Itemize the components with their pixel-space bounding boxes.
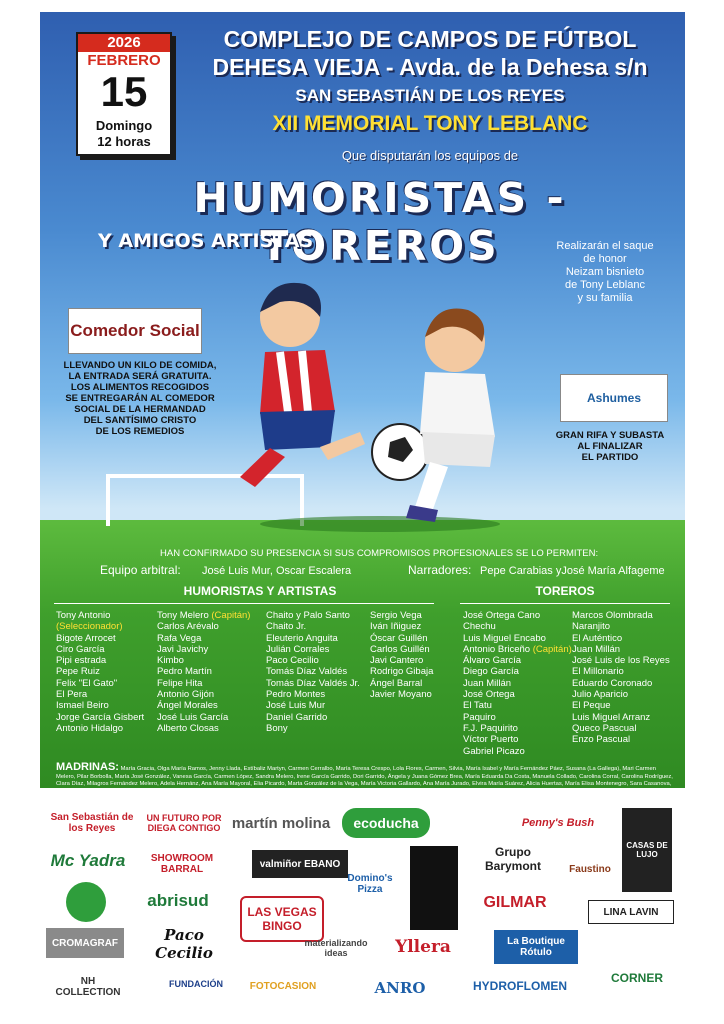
note-line: LOS ALIMENTOS RECOGIDOS bbox=[70, 382, 210, 393]
kickoff-line: Realizarán el saque bbox=[556, 240, 654, 252]
sponsor-lina-logo: LINA LAVIN bbox=[588, 900, 674, 924]
list-item: Queco Pascual bbox=[572, 722, 637, 734]
sponsor-valminor-logo: valmiñor EBANO bbox=[252, 850, 348, 878]
list-item: Antonio Hidalgo bbox=[56, 722, 124, 734]
venue-line-1: COMPLEJO DE CAMPOS DE FÚTBOL bbox=[223, 26, 637, 52]
list-item: Kimbo bbox=[157, 655, 184, 667]
list-item: Pedro Martín bbox=[157, 666, 212, 678]
humoristas-column-4 bbox=[370, 610, 433, 700]
raffle-note bbox=[550, 430, 670, 463]
sponsor-faustino-logo: Faustino bbox=[569, 863, 611, 875]
sponsor-futuro-logo: UN FUTURO POR DIEGA CONTIGO bbox=[146, 813, 222, 833]
list-item: Bony bbox=[266, 722, 288, 734]
narrators-names: Pepe Carabias yJosé María Alfageme bbox=[480, 565, 665, 577]
madrinas-label: MADRINAS: bbox=[56, 761, 119, 773]
sponsor-corner-logo: CORNER bbox=[610, 971, 663, 985]
sponsor-yllera-logo: Yllera bbox=[395, 937, 451, 957]
list-item: F.J. Paquirito bbox=[463, 722, 518, 734]
list-item: Ciro García bbox=[56, 643, 105, 655]
football-players-illustration bbox=[210, 262, 530, 532]
list-item: Luis Miguel Arranz bbox=[572, 711, 651, 723]
confirm-note: HAN CONFIRMADO SU PRESENCIA SI SUS COMPROMISOS PROFESIONALES SE LO PERMITEN: bbox=[160, 548, 599, 559]
list-item: Carlos Guillén bbox=[370, 643, 430, 655]
sponsor-materializando-logo: materializando ideas bbox=[304, 938, 368, 958]
list-item: Eduardo Coronado bbox=[572, 677, 653, 689]
list-item: (Seleccionador) bbox=[56, 621, 123, 633]
list-item: José Ortega bbox=[463, 689, 515, 701]
sponsor-dark-logo bbox=[410, 846, 458, 930]
list-item: El Peque bbox=[572, 700, 611, 712]
list-item: Pedro Montes bbox=[266, 689, 326, 701]
list-item: Ángel Barral bbox=[370, 677, 423, 689]
note-line: DE LOS REMEDIOS bbox=[95, 426, 185, 437]
note-line: EL PARTIDO bbox=[581, 452, 639, 463]
list-item: El Auténtico bbox=[572, 632, 623, 644]
captain-tag: (Capitán) bbox=[532, 643, 572, 655]
note-line: LA ENTRADA SERÁ GRATUITA. bbox=[68, 371, 212, 382]
list-item: El Millonario bbox=[572, 666, 624, 678]
list-item: Ismael Beiro bbox=[56, 700, 109, 712]
list-item: Juan Millán bbox=[572, 643, 621, 655]
sponsor-cromagraf-logo: CROMAGRAF bbox=[46, 928, 124, 958]
event-name: XII MEMORIAL TONY LEBLANC bbox=[272, 112, 588, 135]
list-item bbox=[157, 610, 250, 621]
sponsor-ss-logo: San Sebastián de los Reyes bbox=[50, 812, 134, 834]
list-item: José Ortega Cano bbox=[463, 610, 541, 621]
sponsor-green-logo bbox=[66, 882, 106, 922]
sponsor-dominos-logo: Domino's Pizza bbox=[347, 873, 393, 895]
kickoff-line: de honor bbox=[583, 253, 627, 265]
list-item: Felipe Hita bbox=[157, 677, 203, 689]
sponsor-hydro-logo: HYDROFLOMEN bbox=[473, 979, 567, 993]
kickoff-line: de Tony Leblanc bbox=[565, 279, 645, 291]
humoristas-column-2 bbox=[157, 610, 250, 734]
list-item: Jorge García Gisbert bbox=[56, 711, 145, 723]
list-item: Gabriel Picazo bbox=[463, 745, 525, 757]
comedor-social-logo: Comedor Social bbox=[68, 308, 202, 354]
humoristas-column-1 bbox=[56, 610, 144, 734]
sponsor-fundacion-logo: FUNDACIÓN bbox=[169, 979, 223, 989]
list-item: Luis Miguel Encabo bbox=[463, 632, 546, 644]
list-item: Iván Iñiguez bbox=[370, 621, 422, 633]
player-right-shirt bbox=[420, 372, 495, 437]
note-line: SE ENTREGARÁN AL COMEDOR bbox=[65, 393, 215, 404]
list-item: El Pera bbox=[56, 689, 88, 701]
note-line: AL FINALIZAR bbox=[577, 441, 643, 452]
list-item: Ángel Morales bbox=[157, 700, 218, 712]
sponsor-barymont-logo: Grupo Barymont bbox=[484, 845, 541, 873]
divider bbox=[460, 603, 670, 604]
sponsor-paco-logo: Paco Cecilio bbox=[155, 926, 213, 962]
list-item: Enzo Pascual bbox=[572, 734, 631, 746]
humoristas-heading: HUMORISTAS Y ARTISTAS bbox=[183, 584, 337, 598]
sponsor-rotulo-logo: La Boutique Rótulo bbox=[494, 930, 578, 964]
list-item: Julián Corrales bbox=[266, 643, 330, 655]
list-item: Paquiro bbox=[463, 711, 496, 723]
list-item: Paco Cecilio bbox=[266, 655, 319, 667]
list-item: Alberto Closas bbox=[157, 722, 219, 734]
captain-tag: (Capitán) bbox=[211, 610, 251, 621]
kickoff-note bbox=[540, 240, 670, 305]
divider bbox=[54, 603, 434, 604]
madrinas-block bbox=[56, 761, 676, 796]
list-item: Álvaro García bbox=[463, 655, 522, 667]
player-left-shorts bbox=[260, 410, 335, 450]
note-line: LLEVANDO UN KILO DE COMIDA, bbox=[63, 360, 217, 371]
kickoff-line: Neizam bisnieto bbox=[565, 266, 645, 278]
date-hour: 12 horas bbox=[97, 134, 151, 149]
list-item-name: Tony Melero bbox=[157, 610, 209, 621]
list-item: Sergio Vega bbox=[370, 610, 422, 621]
date-year: 2026 bbox=[78, 34, 170, 52]
date-month: FEBRERO bbox=[87, 52, 161, 69]
list-item: José Luis García bbox=[157, 711, 229, 723]
list-item: Carlos Arévalo bbox=[157, 621, 219, 633]
humoristas-column-3 bbox=[266, 610, 360, 734]
sponsor-barral-logo: SHOWROOM BARRAL bbox=[150, 853, 214, 875]
event-poster bbox=[40, 12, 685, 795]
list-item: Juan Millán bbox=[463, 677, 512, 689]
player-left-leg bbox=[240, 448, 285, 487]
list-item: Eleuterio Anguita bbox=[266, 632, 338, 644]
list-item bbox=[463, 644, 572, 655]
toreros-column-2 bbox=[572, 610, 670, 746]
list-item: Diego García bbox=[463, 666, 519, 678]
list-item: Óscar Guillén bbox=[370, 632, 428, 644]
food-entry-note bbox=[60, 360, 220, 437]
list-item: José Luis Mur bbox=[266, 700, 326, 712]
date-day: 15 bbox=[100, 68, 148, 115]
teams-subtitle: Y AMIGOS ARTISTAS bbox=[98, 230, 314, 252]
venue-city: SAN SEBASTIÁN DE LOS REYES bbox=[295, 86, 565, 105]
list-item: Pepe Ruiz bbox=[56, 666, 100, 678]
list-item: Antonio Gijón bbox=[157, 689, 215, 701]
list-item: Tomás Díaz Valdés Jr. bbox=[266, 677, 360, 689]
kickoff-line: y su familia bbox=[577, 292, 633, 304]
date-calendar bbox=[76, 32, 172, 156]
teams-title: HUMORISTAS - TOREROS bbox=[193, 174, 567, 270]
list-item: Pipi estrada bbox=[56, 655, 107, 667]
player-right-shorts bbox=[422, 432, 495, 467]
list-item: El Tatu bbox=[463, 700, 492, 712]
sponsor-mcyadra-logo: Mc Yadra bbox=[50, 851, 126, 870]
sponsor-logos bbox=[40, 800, 685, 1022]
list-item: Felix "El Gato" bbox=[56, 677, 118, 689]
sponsor-abrisud-logo: abrisud bbox=[147, 891, 209, 910]
list-item: Chechu bbox=[463, 621, 496, 633]
referee-label: Equipo arbitral: bbox=[100, 563, 181, 577]
sponsor-nh-logo: NH COLLECTION bbox=[55, 976, 121, 998]
list-item: Bigote Arrocet bbox=[56, 632, 116, 644]
note-line: SOCIAL DE LA HERMANDAD bbox=[74, 404, 206, 415]
list-item: Tomás Díaz Valdés bbox=[266, 666, 348, 678]
list-item: Javier Moyano bbox=[370, 689, 432, 701]
sponsor-ecoducha-logo: ecoducha bbox=[342, 808, 430, 838]
toreros-column-1 bbox=[463, 610, 572, 757]
list-item: Rodrigo Gibaja bbox=[370, 666, 434, 678]
sponsor-martin-logo: martín molina bbox=[231, 814, 331, 832]
list-item: Tony Antonio bbox=[56, 610, 111, 621]
sponsor-fotocasion-logo: FOTOCASION bbox=[249, 980, 317, 992]
sponsor-lasvegas-logo: LAS VEGAS BINGO bbox=[240, 896, 324, 942]
sponsor-casas-logo: CASAS DE LUJO bbox=[622, 808, 672, 892]
note-line: GRAN RIFA Y SUBASTA bbox=[555, 430, 665, 441]
sponsor-gilmar-logo: GILMAR bbox=[483, 894, 547, 911]
list-item: Chaito y Palo Santo bbox=[266, 610, 350, 621]
venue-line-2: DEHESA VIEJA - Avda. de la Dehesa s/n bbox=[212, 54, 648, 80]
list-item: Rafa Vega bbox=[157, 632, 202, 644]
list-item: Julio Aparicio bbox=[572, 689, 628, 701]
list-item: Daniel Garrido bbox=[266, 711, 328, 723]
list-item: José Luis de los Reyes bbox=[572, 655, 670, 667]
list-item-name: Antonio Briceño bbox=[463, 643, 531, 655]
list-item: Javi Javichy bbox=[157, 643, 209, 655]
note-line: DEL SANTÍSIMO CRISTO bbox=[83, 415, 197, 426]
list-item: Víctor Puerto bbox=[463, 734, 519, 746]
list-item: Marcos Olombrada bbox=[572, 610, 653, 621]
event-intro: Que disputarán los equipos de bbox=[341, 148, 519, 163]
date-weekday: Domingo bbox=[95, 118, 153, 133]
madrinas-list: María Gracia, Olga María Ramos, Jenny Llada, Estíbaliz Martyn, Carmen Cerralbo, María Teresa Crespo, Lola Flores, Carmen, Silvia, María Isabel y María Fernández Páez, Susana (La Gallega), Mari Carmen Melero, Pilar Borbolla, María José González, Vanesa García, Carmen López, Sandra Melero, Irene García Garrido, Dori Garrido, Ángela y Juana Gómez Brea, María Eduarda Da Costa, Manuela Collado, Carolina Corral, Carolina Rodríguez, Clara Díaz, Milagros Fernández Melero, Adela Hernánz, Ana María Mayoral, Elia Picardo, Marta González de la Vega, María Victoria Gallardo, Ana María Jurado, Elvira María Suárez, Alicia Huertas, María Elisa Montenegro, Sara Casanova, Raquel Anta, Manuela Olvera, Marlén Conde, Esther Sánchez, María del Carmen Sánchez, Karla Virginia, Laura Anta, María José Morente, María José Garrido. bbox=[56, 766, 673, 795]
sponsor-anro-logo: ANRO bbox=[374, 979, 426, 997]
player-shadow bbox=[260, 516, 500, 532]
list-item: Chaito Jr. bbox=[266, 621, 307, 633]
list-item: Javi Cantero bbox=[370, 655, 424, 667]
toreros-heading: TOREROS bbox=[535, 584, 595, 598]
referee-names: José Luis Mur, Oscar Escalera bbox=[202, 565, 352, 577]
list-item: Naranjito bbox=[572, 621, 611, 633]
sponsor-pennys-logo: Penny's Bush bbox=[521, 817, 595, 829]
narrators-label: Narradores: bbox=[408, 563, 472, 577]
player-left-shirt bbox=[260, 350, 335, 414]
ashumes-logo: Ashumes bbox=[560, 374, 668, 422]
